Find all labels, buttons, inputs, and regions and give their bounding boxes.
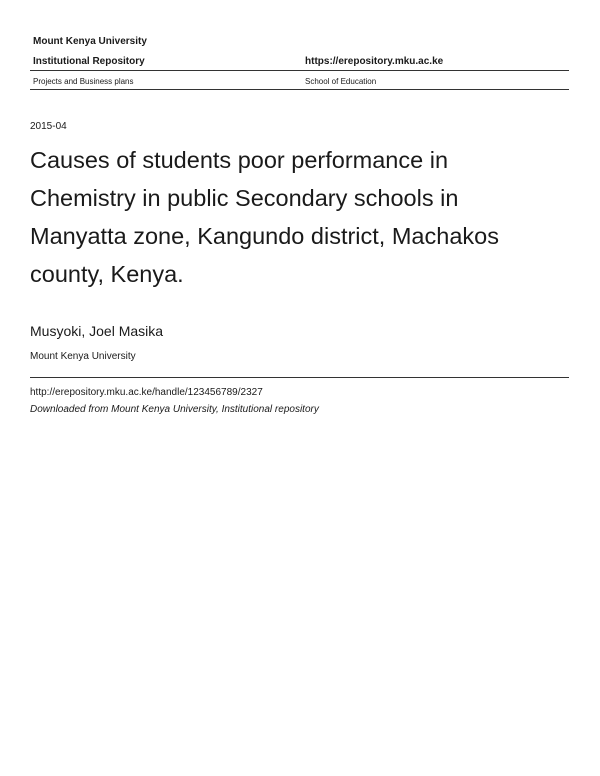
handle-link[interactable]: http://erepository.mku.ac.ke/handle/123456789/2327 <box>30 387 263 398</box>
download-note: Downloaded from Mount Kenya University, Institutional repository <box>30 404 319 415</box>
publication-date: 2015-04 <box>30 121 67 132</box>
repository-label: Institutional Repository <box>33 56 145 67</box>
author-affiliation: Mount Kenya University <box>30 351 136 362</box>
school-name: School of Education <box>305 77 377 86</box>
footer-divider <box>30 377 569 378</box>
header-divider <box>30 70 569 71</box>
subheader-divider <box>30 89 569 90</box>
repository-url: https://erepository.mku.ac.ke <box>305 56 444 67</box>
institution-name: Mount Kenya University <box>33 36 147 47</box>
document-title: Causes of students poor performance in Chemistry in public Secondary schools in Manyatta zone, Kangundo district, Machakos county, Kenya. <box>30 147 499 287</box>
collection-name: Projects and Business plans <box>33 77 134 86</box>
author-name: Musyoki, Joel Masika <box>30 323 164 339</box>
